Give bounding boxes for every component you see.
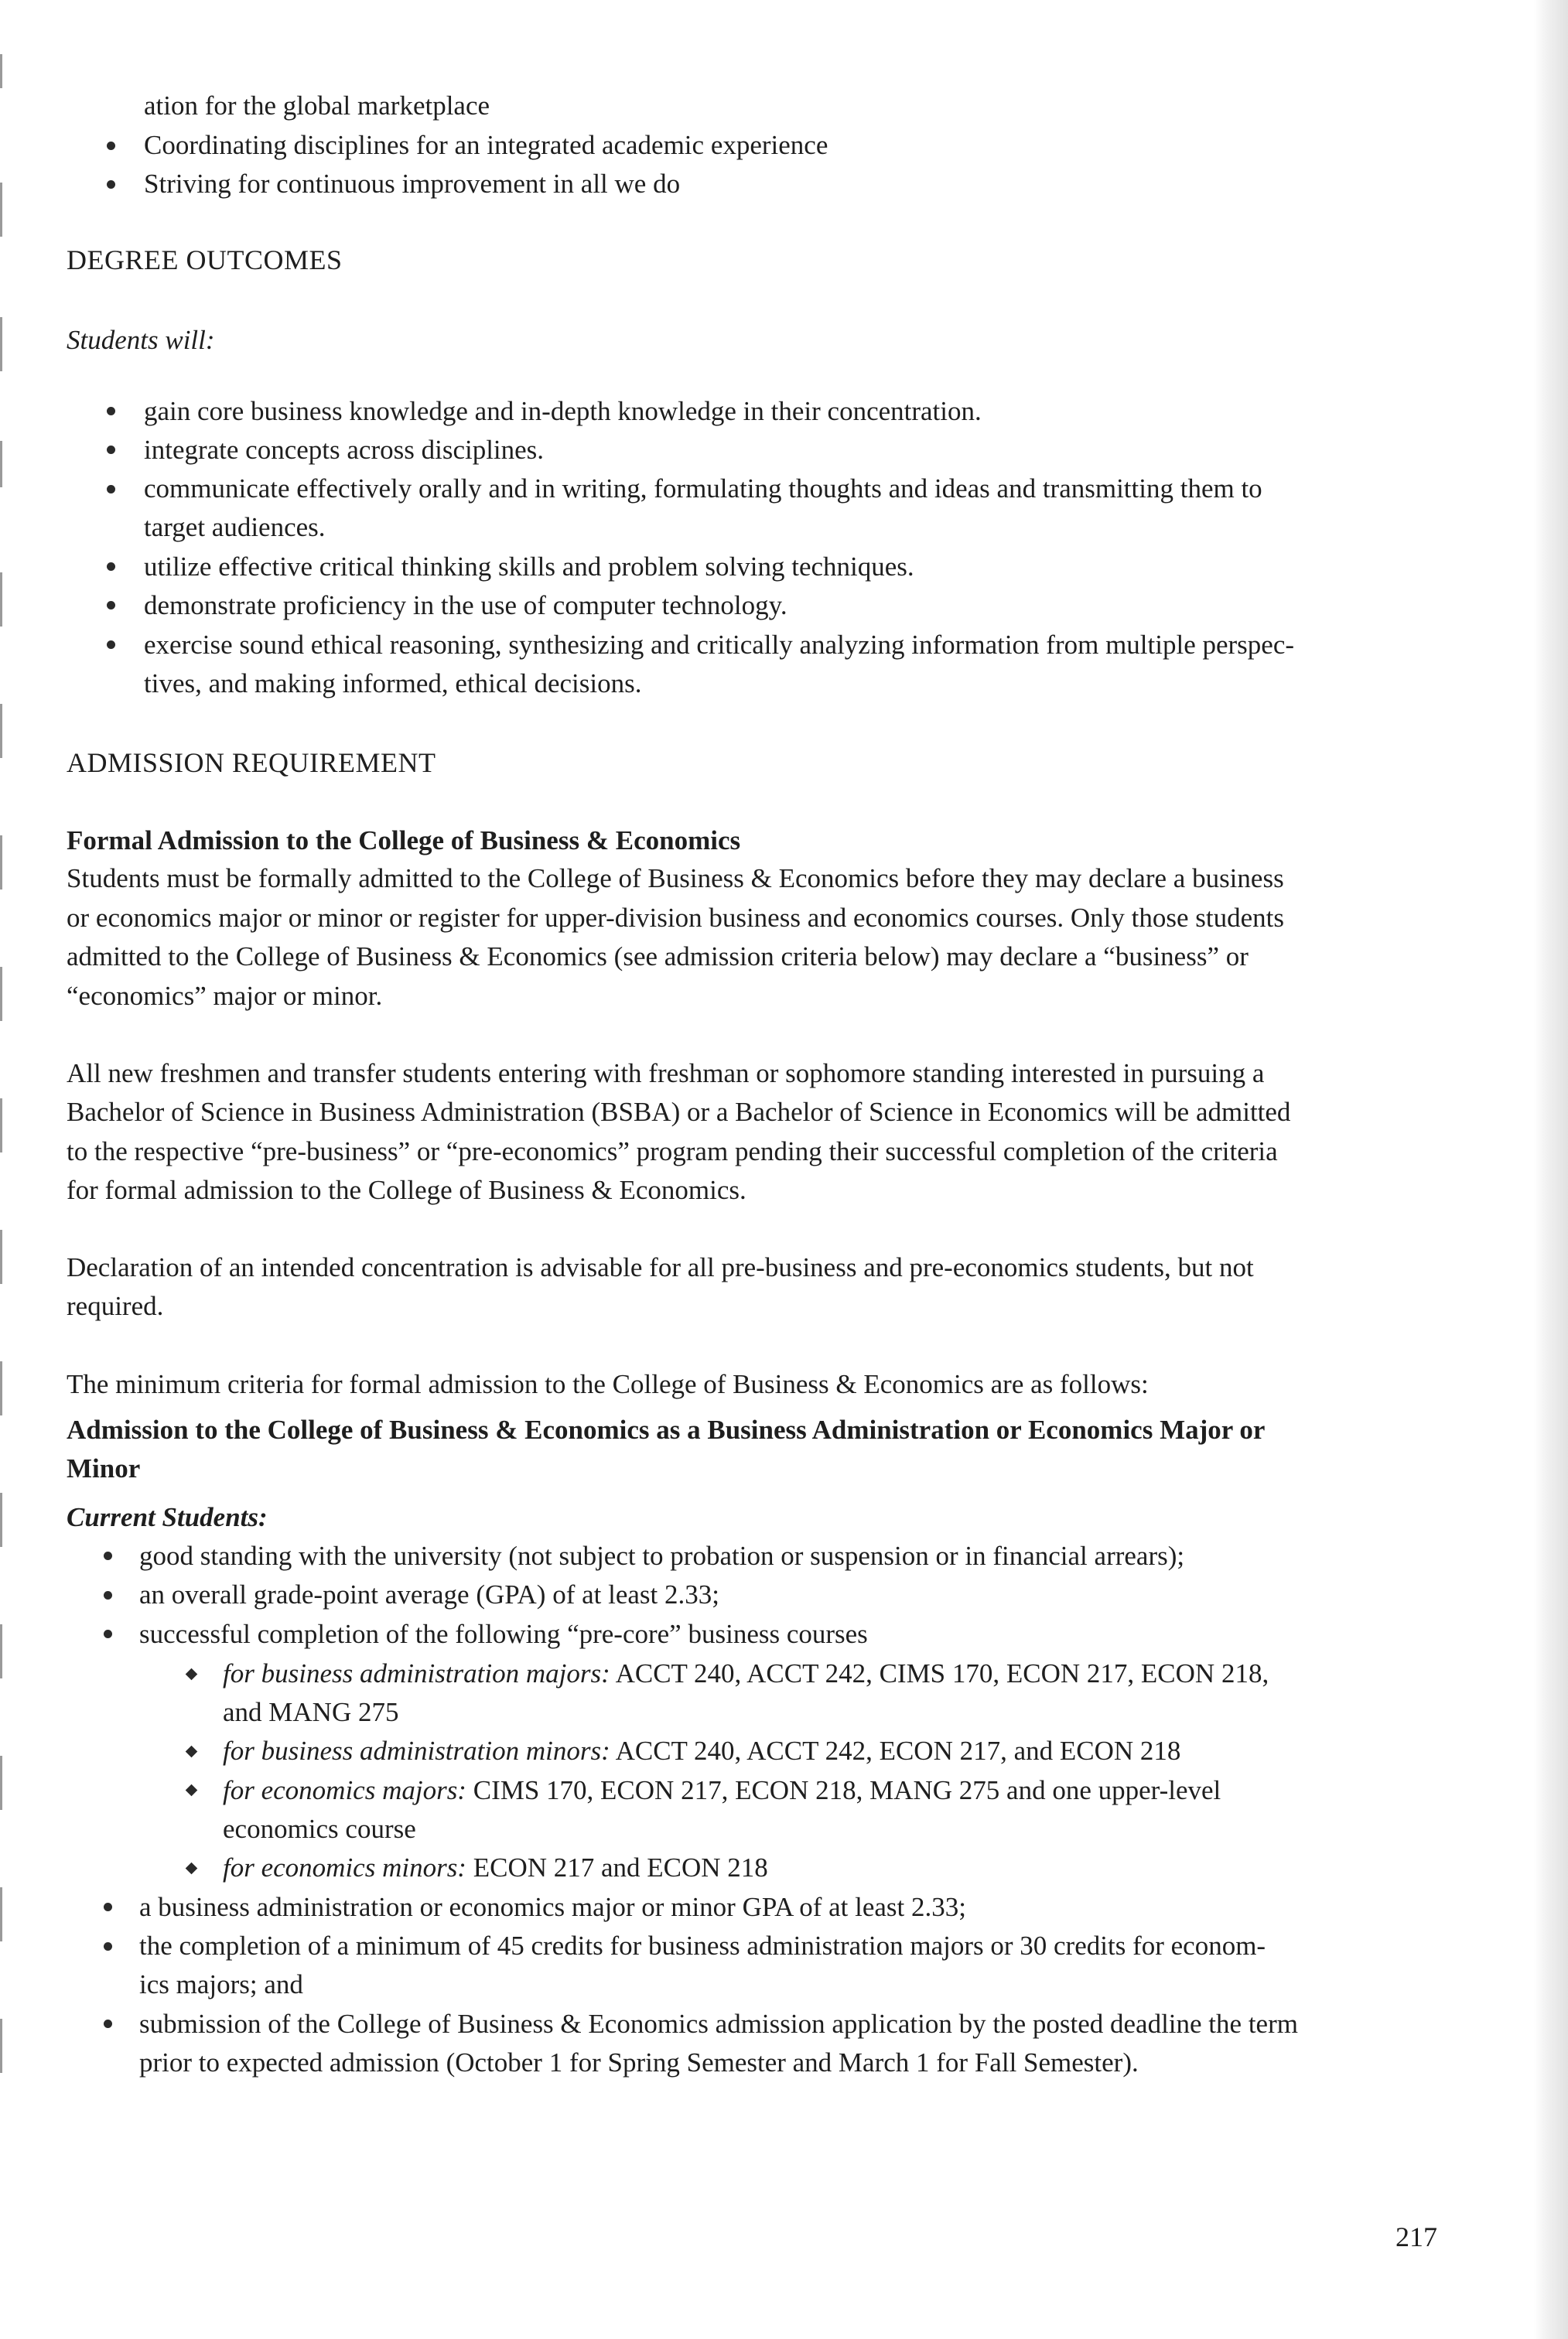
- bullet-marker: [104, 1630, 112, 1638]
- criteria-item-precore: successful completion of the following “pre-core” business courses: [139, 1619, 868, 1649]
- scan-margin-mark: [0, 441, 2, 487]
- scan-margin-mark: [0, 835, 2, 890]
- bullet-marker: [104, 1942, 112, 1951]
- precore-item-courses: ACCT 240, ACCT 242, CIMS 170, ECON 217, ECON 218,: [610, 1658, 1269, 1689]
- criteria-item-major-gpa: a business administration or economics major or minor GPA of at least 2.33;: [139, 1892, 966, 1922]
- precore-item-continued: and MANG 275: [223, 1697, 399, 1727]
- paragraph-line: Students must be formally admitted to the College of Business & Economics before they may declare a business: [67, 863, 1284, 893]
- scan-margin-mark: [0, 183, 2, 237]
- criteria-item-standing: good standing with the university (not subject to probation or suspension or in financial arrears);: [139, 1541, 1185, 1571]
- outcome-item-continued: target audiences.: [144, 512, 326, 542]
- scan-margin-mark: [0, 317, 2, 371]
- current-students-label: Current Students:: [67, 1502, 268, 1532]
- paragraph-line: or economics major or minor or register for upper-division business and economics courses. Only those students: [67, 903, 1284, 933]
- intro-item: Striving for continuous improvement in all we do: [144, 169, 681, 199]
- precore-item-courses: CIMS 170, ECON 217, ECON 218, MANG 275 and one upper-level: [466, 1775, 1221, 1805]
- scan-margin-mark: [0, 1756, 2, 1810]
- degree-outcomes-lead: Students will:: [67, 325, 215, 355]
- precore-item-courses: ECON 217 and ECON 218: [466, 1852, 768, 1883]
- diamond-bullet: [186, 1863, 198, 1875]
- precore-item-label: for business administration majors:: [223, 1658, 610, 1689]
- paragraph-line: Bachelor of Science in Business Administration (BSBA) or a Bachelor of Science in Economics will be admitted: [67, 1097, 1291, 1127]
- bullet-marker: [107, 640, 115, 649]
- outcome-item: demonstrate proficiency in the use of computer technology.: [144, 590, 787, 620]
- paragraph-line: to the respective “pre-business” or “pre-economics” program pending their successful completion of the criteria: [67, 1136, 1278, 1166]
- precore-item-label: for economics minors:: [223, 1852, 466, 1883]
- intro-item: Coordinating disciplines for an integrated academic experience: [144, 130, 828, 160]
- outcome-item: exercise sound ethical reasoning, synthesizing and critically analyzing information from multiple perspec-: [144, 630, 1295, 660]
- page-edge-shadow: [1534, 0, 1568, 2339]
- formal-admission-title: Formal Admission to the College of Business & Economics: [67, 825, 741, 855]
- bullet-marker: [107, 446, 115, 454]
- paragraph-line: admitted to the College of Business & Economics (see admission criteria below) may declare a “business” or: [67, 941, 1249, 971]
- admission-sub-heading-continued: Minor: [67, 1453, 141, 1484]
- scan-margin-mark: [0, 2019, 2, 2073]
- bullet-marker: [107, 601, 115, 610]
- paragraph-line: “economics” major or minor.: [67, 981, 383, 1011]
- admission-sub-heading: Admission to the College of Business & Economics as a Business Administration or Economics Major or: [67, 1415, 1266, 1445]
- diamond-bullet: [186, 1668, 198, 1681]
- criteria-item-application-continued: prior to expected admission (October 1 for Spring Semester and March 1 for Fall Semester).: [139, 2047, 1139, 2078]
- scan-margin-mark: [0, 704, 2, 758]
- scan-margin-mark: [0, 572, 2, 627]
- admission-heading: ADMISSION REQUIREMENT: [67, 747, 436, 778]
- bullet-marker: [104, 1591, 112, 1600]
- scan-margin-mark: [0, 967, 2, 1021]
- precore-item: [223, 1732, 1180, 1770]
- precore-item-courses: ACCT 240, ACCT 242, ECON 217, and ECON 218: [610, 1736, 1181, 1766]
- bullet-marker: [104, 1552, 112, 1560]
- criteria-item-credits: the completion of a minimum of 45 credits for business administration majors or 30 credits for econom-: [139, 1931, 1266, 1961]
- outcome-item-continued: tives, and making informed, ethical decisions.: [144, 668, 642, 698]
- paragraph-minimum-criteria: The minimum criteria for formal admission to the College of Business & Economics are as follows:: [67, 1369, 1149, 1399]
- bullet-marker: [107, 485, 115, 493]
- bullet-marker: [107, 180, 115, 189]
- diamond-bullet: [186, 1746, 198, 1758]
- outcome-item: gain core business knowledge and in-depth knowledge in their concentration.: [144, 396, 982, 426]
- intro-continued-line: ation for the global marketplace: [144, 90, 490, 121]
- criteria-item-gpa: an overall grade-point average (GPA) of at least 2.33;: [139, 1579, 719, 1610]
- precore-item: [223, 1654, 1269, 1693]
- precore-item-label: for economics majors:: [223, 1775, 466, 1805]
- outcome-item: integrate concepts across disciplines.: [144, 435, 545, 465]
- scan-margin-mark: [0, 1230, 2, 1284]
- bullet-marker: [104, 2020, 112, 2028]
- paragraph-line: Declaration of an intended concentration is advisable for all pre-business and pre-economics students, but not: [67, 1252, 1254, 1282]
- paragraph-line: required.: [67, 1291, 164, 1321]
- criteria-item-application: submission of the College of Business & Economics admission application by the posted deadline the term: [139, 2009, 1298, 2039]
- criteria-item-credits-continued: ics majors; and: [139, 1969, 303, 1999]
- precore-item: [223, 1771, 1221, 1810]
- precore-item: [223, 1849, 768, 1887]
- precore-item-continued: economics course: [223, 1814, 416, 1844]
- bullet-marker: [107, 142, 115, 150]
- scan-margin-mark: [0, 54, 2, 88]
- bullet-marker: [107, 407, 115, 415]
- paragraph-line: All new freshmen and transfer students entering with freshman or sophomore standing interested in pursuing a: [67, 1058, 1265, 1088]
- page-number: 217: [1395, 2221, 1437, 2252]
- degree-outcomes-heading: DEGREE OUTCOMES: [67, 244, 343, 275]
- scan-margin-mark: [0, 1361, 2, 1415]
- scan-margin-mark: [0, 1624, 2, 1678]
- outcome-item: communicate effectively orally and in writing, formulating thoughts and ideas and transmitting them to: [144, 473, 1262, 504]
- scan-margin-mark: [0, 1098, 2, 1152]
- diamond-bullet: [186, 1784, 198, 1797]
- paragraph-line: for formal admission to the College of Business & Economics.: [67, 1175, 746, 1205]
- bullet-marker: [104, 1903, 112, 1911]
- scan-margin-mark: [0, 1493, 2, 1547]
- bullet-marker: [107, 562, 115, 571]
- outcome-item: utilize effective critical thinking skills and problem solving techniques.: [144, 551, 914, 582]
- scan-margin-mark: [0, 1887, 2, 1941]
- precore-item-label: for business administration minors:: [223, 1736, 610, 1766]
